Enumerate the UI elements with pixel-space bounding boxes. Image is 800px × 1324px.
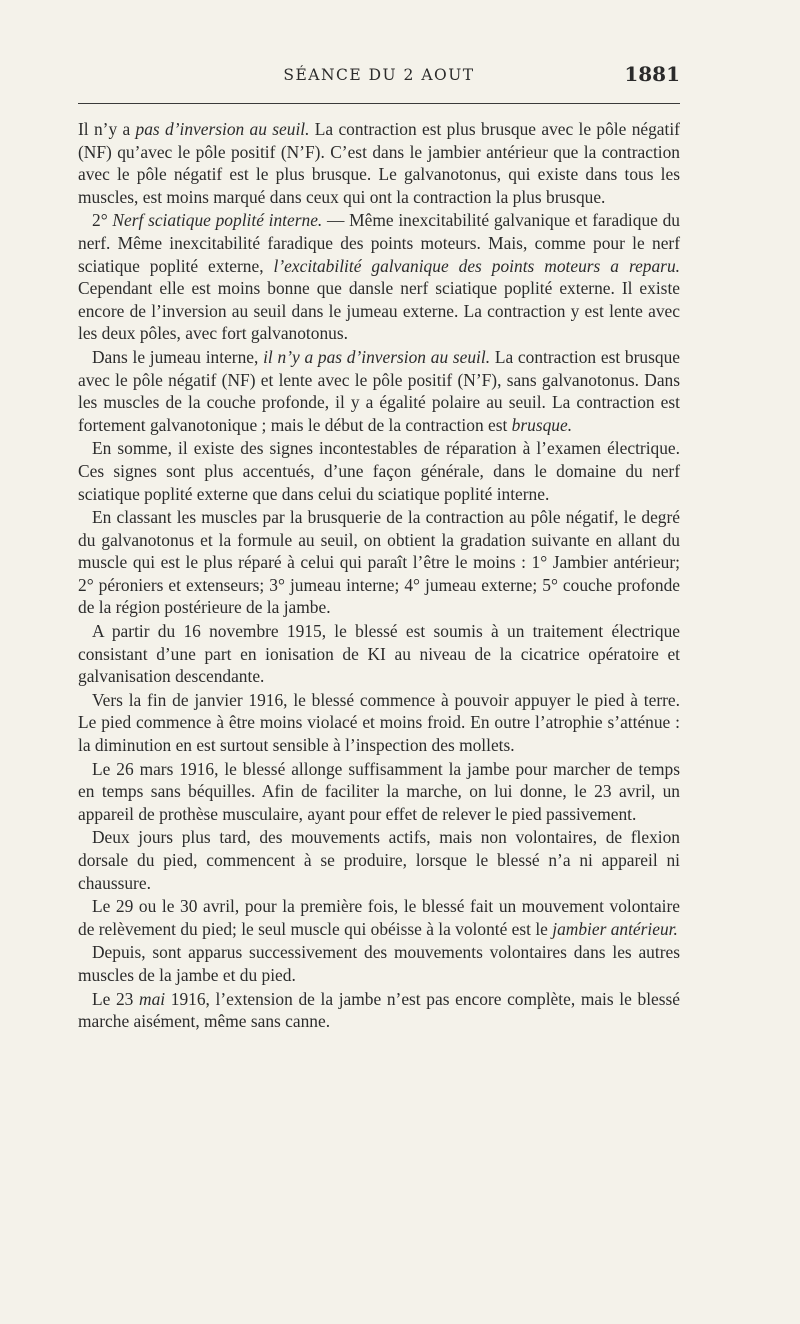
body-text xyxy=(78,118,680,1034)
text-run: Il n’y a xyxy=(78,119,136,139)
paragraph xyxy=(78,895,680,940)
text-run: Le 23 xyxy=(92,988,140,1009)
paragraph xyxy=(78,941,680,986)
text-run: Le 26 mars 1916, le blessé allonge suffisamment la jambe pour marcher de temps en temps sans béquilles. Afin de faciliter la marche, on lui donne, le 23 avril, un appareil de prothèse musculaire, ayant pour effet de relever le pied passivement. xyxy=(78,758,680,824)
paragraph xyxy=(78,506,680,619)
paragraph xyxy=(78,118,680,208)
italic-text: il n’y a pas d’inversion au seuil. xyxy=(263,346,491,367)
text-run: A partir du 16 novembre 1915, le blessé est soumis à un traitement électrique consistant d’une part en ionisation de KI au niveau de la cicatrice opératoire et galvanisation descendante. xyxy=(78,621,680,687)
paragraph xyxy=(78,758,680,826)
page-number: 1881 xyxy=(624,62,680,86)
italic-text: pas d’inversion au seuil. xyxy=(135,119,310,139)
paragraph xyxy=(78,209,680,345)
header-rule xyxy=(78,103,680,104)
paragraph xyxy=(78,437,680,505)
text-run: Le 29 ou le 30 avril, pour la première fois, le blessé fait un mouvement volontaire de relèvement du pied; le seul muscle qui obéisse à la volonté est le xyxy=(78,896,680,939)
text-run: Deux jours plus tard, des mouvements actifs, mais non volontaires, de flexion dorsale du pied, commencent à se produire, lorsque le blessé n’a ni appareil ni chaussure. xyxy=(78,827,680,893)
text-run: En somme, il existe des signes incontestables de réparation à l’examen électrique. Ces signes sont plus accentués, d’une façon générale, dans le domaine du nerf sciatique poplité externe que dans celui du sciatique poplité interne. xyxy=(78,438,680,504)
italic-text: Nerf sciatique poplité interne. xyxy=(112,210,323,231)
paragraph xyxy=(78,826,680,894)
text-run: Depuis, sont apparus successivement des mouvements volontaires dans les autres muscles de la jambe et du pied. xyxy=(78,942,680,985)
text-run: En classant les muscles par la brusquerie de la contraction au pôle négatif, le degré du galvanotonus et la formule au seuil, on obtient la gradation suivante en allant du muscle qui est le plus réparé à celui qui paraît l’être le moins : 1° Jambier antérieur; 2° péroniers et extenseurs; 3° jumeau interne; 4° jumeau externe; 5° couche profonde de la région postérieure de la jambe. xyxy=(78,507,680,618)
text-run: Vers la fin de janvier 1916, le blessé commence à pouvoir appuyer le pied à terre. Le pied commence à être moins violacé et moins froid. En outre l’atrophie s’atténue : la diminution en est surtout sensible à l’inspection des mollets. xyxy=(78,689,680,756)
paragraph xyxy=(78,988,680,1033)
text-run: 1916, l’extension de la jambe n’est pas encore complète, mais le blessé marche aisément, même sans canne. xyxy=(78,988,680,1032)
text-run: Cependant elle est moins bonne que dansle nerf sciatique poplité externe. Il existe encore de l’inversion au seuil dans le jumeau externe. La contraction y est lente avec les deux pôles, avec fort galvanotonus. xyxy=(78,278,680,344)
text-run: Dans le jumeau interne, xyxy=(92,346,264,367)
paragraph xyxy=(78,689,680,757)
text-run: La contraction est plus brusque avec le pôle négatif (NF) qu’avec le pôle positif (N’F). C’est dans le jambier antérieur que la contraction avec le pôle négatif est le plus brusque. Le galvanotonus, qui existe dans tous les muscles, est moins marqué dans ceux qui ont la contraction la plus brusque. xyxy=(78,119,680,207)
italic-text: mai xyxy=(139,988,166,1009)
text-run: — Même inexcitabilité galvanique et faradique du nerf. Même inexcitabilité faradique des points moteurs. Mais, comme pour le nerf sciatique poplité externe, xyxy=(78,210,680,276)
italic-text: l’excitabilité galvanique des points moteurs a reparu. xyxy=(273,255,680,276)
paragraph xyxy=(78,620,680,688)
text-run: La contraction est brusque avec le pôle négatif (NF) et lente avec le pôle positif (N’F), sans galvanotonus. Dans les muscles de la couche profonde, il y a égalité polaire au seuil. La contraction est fortement galvanotonique ; mais le début de la contraction est xyxy=(78,346,680,435)
italic-text: jambier antérieur. xyxy=(552,918,678,939)
running-head xyxy=(78,62,680,92)
running-title: SÉANCE DU 2 AOUT xyxy=(283,66,475,84)
italic-text: brusque. xyxy=(511,414,573,435)
text-run: 2° xyxy=(92,210,113,231)
paragraph xyxy=(78,346,680,436)
